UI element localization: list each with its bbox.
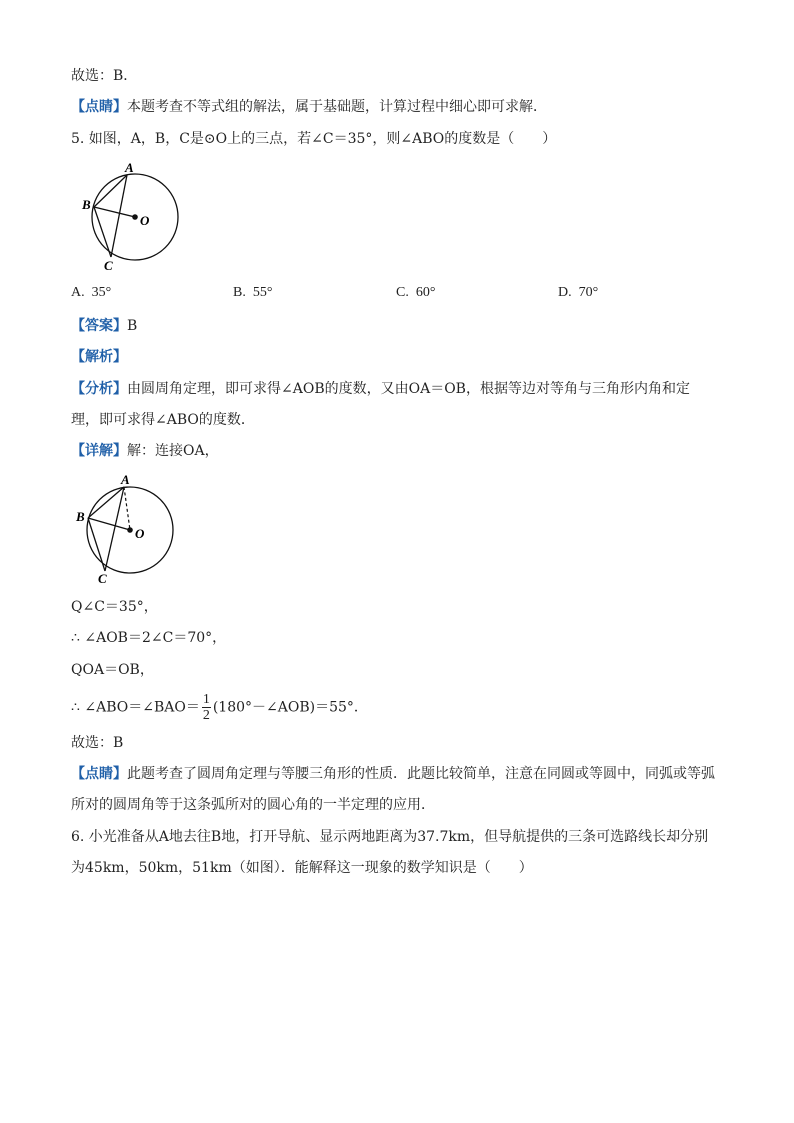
detail-text: 解：连接OA， xyxy=(127,443,219,459)
option-d: D. 70° xyxy=(558,285,599,300)
label-c: C xyxy=(98,571,107,586)
comment-text: 本题考查不等式组的解法，属于基础题，计算过程中细心即可求解． xyxy=(127,99,547,115)
prev-comment xyxy=(71,97,547,117)
label-o: O xyxy=(140,213,150,228)
analysis-tag: 【解析】 xyxy=(71,349,127,365)
analysis-heading xyxy=(71,347,127,367)
q5-stem: 5. 如图，A，B，C是⊙O上的三点，若∠C＝35°，则∠ABO的度数是（ ） xyxy=(71,131,557,147)
segment-bo xyxy=(88,518,130,530)
step-3: QOA＝OB， xyxy=(71,662,154,678)
step-final xyxy=(71,692,368,723)
option-c: C. 60° xyxy=(396,285,436,300)
detail-tag: 【详解】 xyxy=(71,443,127,459)
answer-value: B xyxy=(127,318,138,334)
label-b: B xyxy=(82,197,91,212)
comment-tag: 【点睛】 xyxy=(71,99,127,115)
chord-bc xyxy=(94,207,111,257)
segment-oa-dashed xyxy=(124,487,130,530)
center-point xyxy=(132,214,138,220)
step-2: ∴ ∠AOB＝2∠C＝70°， xyxy=(71,630,227,646)
q5-comment-line-2: 所对的圆周角等于这条弧所对的圆心角的一半定理的应用． xyxy=(71,797,435,813)
center-point xyxy=(127,527,133,533)
option-b: B. 55° xyxy=(233,285,273,300)
fenxi-line-2: 理，即可求得∠ABO的度数． xyxy=(71,412,255,428)
step-1: Q∠C＝35°， xyxy=(71,599,158,615)
answer-line xyxy=(71,316,137,336)
fenxi-line-1 xyxy=(71,379,690,399)
segment-bo xyxy=(94,207,135,217)
final-prefix: ∴ ∠ABO＝∠BAO＝ xyxy=(71,699,200,716)
q6-stem-line-1: 6. 小光准备从A地去往B地，打开导航、显示两地距离为37.7km，但导航提供的三条可选路线长却分别 xyxy=(71,829,709,845)
final-suffix: (180°－∠AOB)＝55°． xyxy=(212,699,368,716)
q5-choice-line: 故选：B xyxy=(71,735,124,751)
comment-tag: 【点睛】 xyxy=(71,766,127,782)
answer-tag: 【答案】 xyxy=(71,318,127,334)
label-o: O xyxy=(135,526,145,541)
detail-line xyxy=(71,441,219,461)
label-a: A xyxy=(121,472,130,487)
fenxi-text-1: 由圆周角定理，即可求得∠AOB的度数，又由OA＝OB，根据等边对等角与三角形内角和定 xyxy=(127,381,690,397)
label-a: A xyxy=(125,160,134,175)
comment-text-1: 此题考查了圆周角定理与等腰三角形的性质．此题比较简单，注意在同圆或等圆中，同弧或等弧 xyxy=(127,766,715,782)
fraction-half: $\frac{1}{2}$ xyxy=(202,692,210,723)
q5-comment-line-1 xyxy=(71,764,715,784)
solution-figure xyxy=(73,472,181,587)
chord-bc xyxy=(88,518,105,571)
q5-figure xyxy=(78,157,186,272)
label-b: B xyxy=(76,509,85,524)
chord-ac xyxy=(105,487,124,571)
option-a: A. 35° xyxy=(71,285,112,300)
q6-stem-line-2: 为45km，50km，51km（如图）．能解释这一现象的数学知识是（ ） xyxy=(71,860,533,876)
label-c: C xyxy=(104,258,113,272)
fenxi-tag: 【分析】 xyxy=(71,381,127,397)
prev-choice-line: 故选：B． xyxy=(71,68,138,84)
